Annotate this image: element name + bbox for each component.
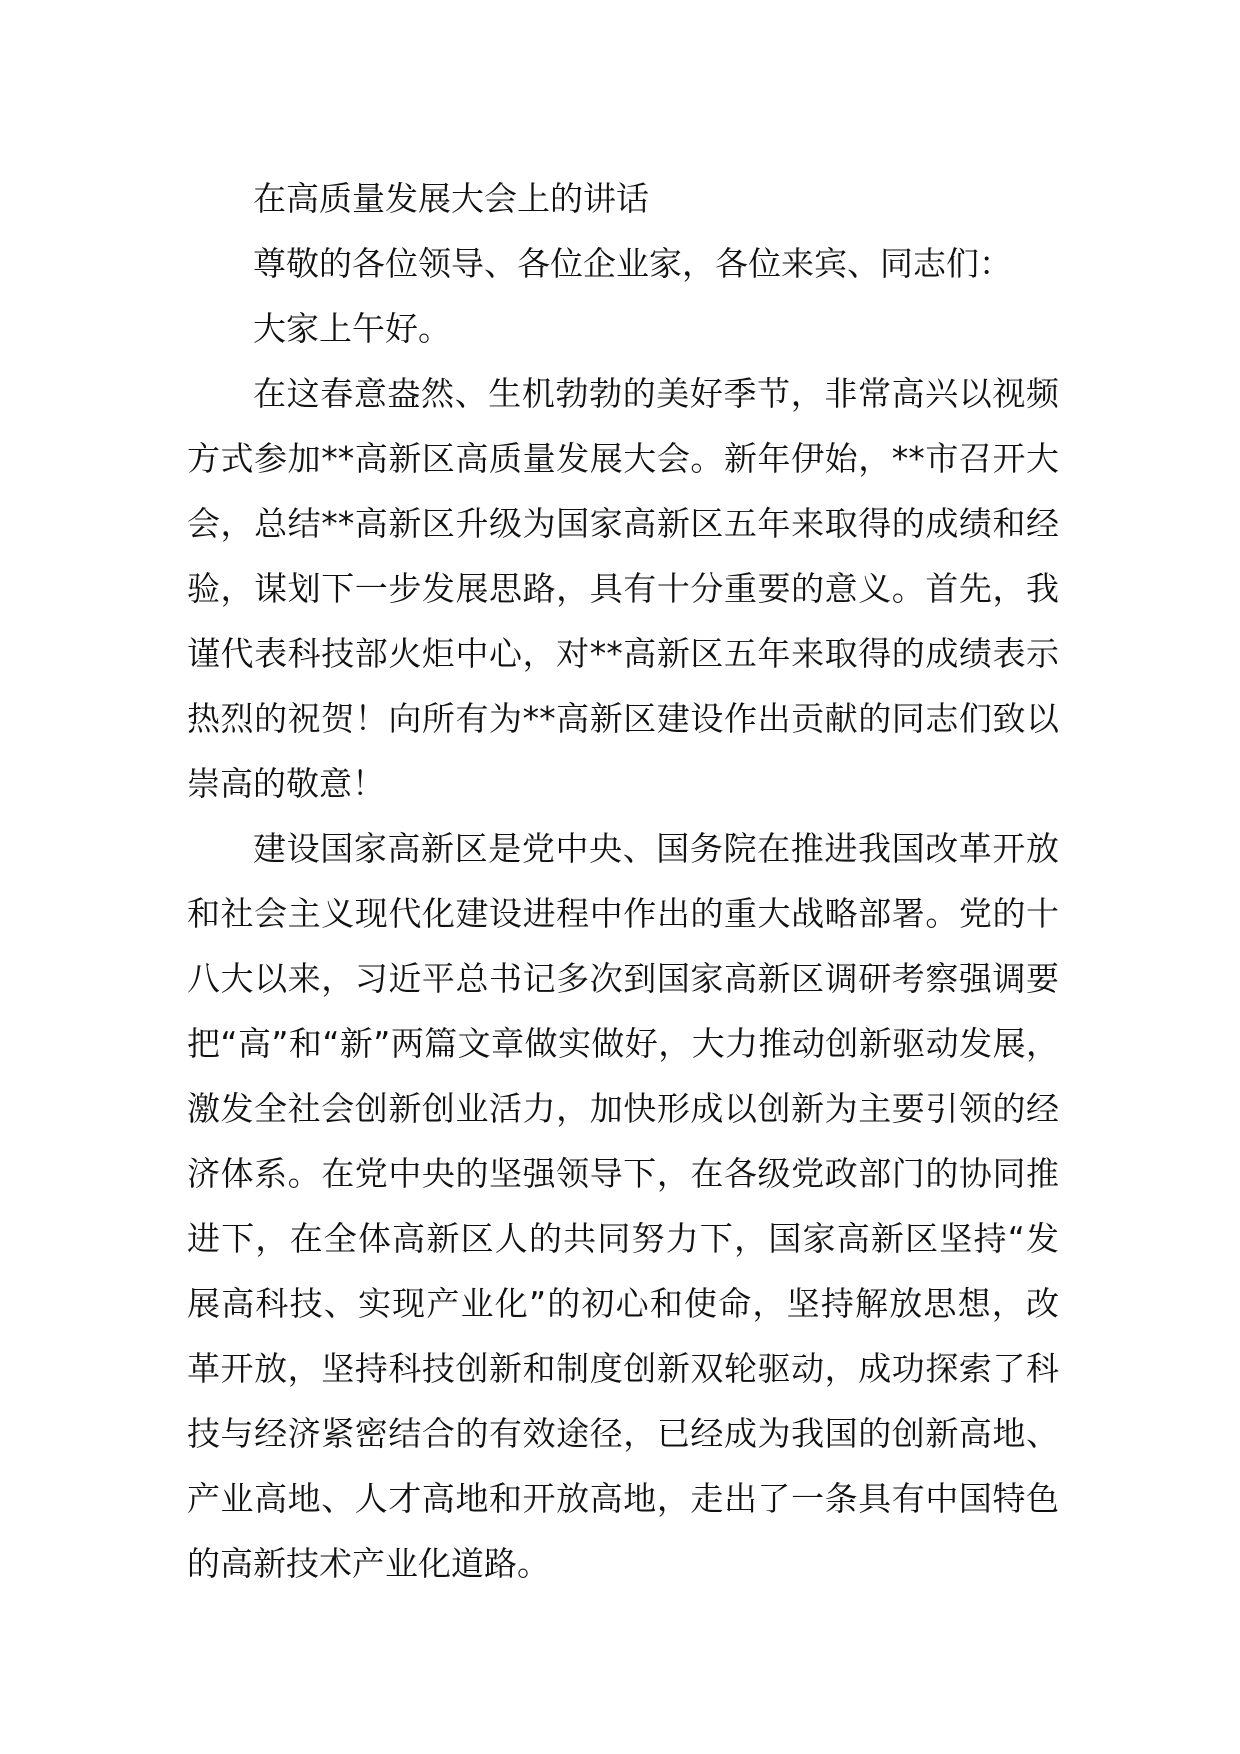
paragraph-2: 建设国家高新区是党中央、国务院在推进我国改革开放和社会主义现代化建设进程中作出的重大战略部署。党的十八大以来，习近平总书记多次到国家高新区调研考察强调要把“高”和“新”两篇文章做实做好，大力推动创新驱动发展，激发全社会创新创业活力，加快形成以创新为主要引领的经济体系。在党中央的坚强领导下，在各级党政部门的协同推进下，在全体高新区人的共同努力下，国家高新区坚持“发展高科技、实现产业化”的初心和使命，坚持解放思想，改革开放，坚持科技创新和制度创新双轮驱动，成功探索了科技与经济紧密结合的有效途径，已经成为我国的创新高地、产业高地、人才高地和开放高地，走出了一条具有中国特色的高新技术产业化道路。 [187, 829, 1059, 1583]
document-body [187, 166, 1059, 1596]
salutation: 尊敬的各位领导、各位企业家，各位来宾、同志们： [253, 244, 1012, 283]
greeting: 大家上午好。 [253, 309, 451, 348]
speech-title: 在高质量发展大会上的讲话 [253, 179, 649, 218]
paragraph-1: 在这春意盎然、生机勃勃的美好季节，非常高兴以视频方式参加**高新区高质量发展大会。新年伊始，**市召开大会，总结**高新区升级为国家高新区五年来取得的成绩和经验，谋划下一步发展思路，具有十分重要的意义。首先，我谨代表科技部火炬中心，对**高新区五年来取得的成绩表示热烈的祝贺！向所有为**高新区建设作出贡献的同志们致以崇高的敬意！ [187, 374, 1059, 803]
